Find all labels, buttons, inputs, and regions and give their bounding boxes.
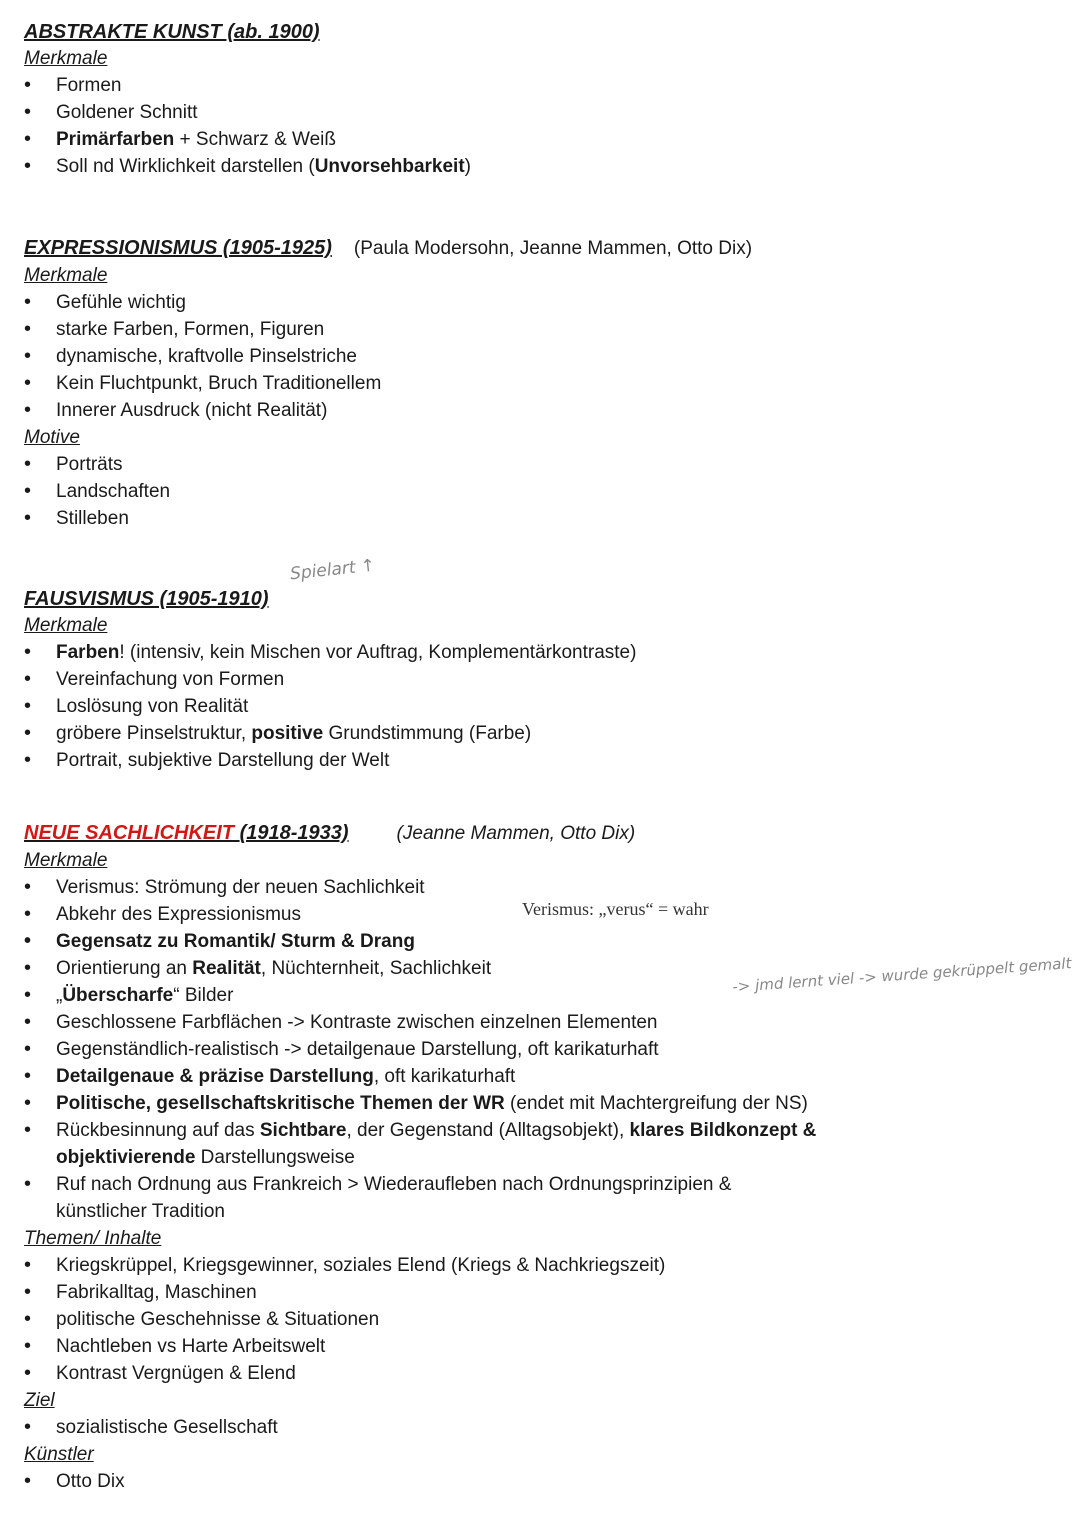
list-item: • „Überscharfe“ Bilder: [24, 982, 886, 1009]
subheading-motive: Motive: [24, 427, 80, 448]
subheading-merkmale: Merkmale: [24, 265, 108, 286]
list-item: • Politische, gesellschaftskritische Themen der WR (endet mit Machtergreifung der NS): [24, 1090, 886, 1117]
list-item: • Primärfarben + Schwarz & Weiß: [24, 126, 471, 153]
subheading-merkmale: Merkmale: [24, 615, 108, 636]
kuenstler-list: [24, 1468, 886, 1495]
section-neue-sachlichkeit: [24, 820, 886, 1495]
merkmale-list: [24, 874, 886, 1225]
list-item: • Abkehr des Expressionismus: [24, 901, 886, 928]
subheading-ziel: Ziel: [24, 1390, 55, 1411]
list-item: • Fabrikalltag, Maschinen: [24, 1279, 886, 1306]
subheading-merkmale: Merkmale: [24, 48, 108, 69]
handwritten-note-gekrueppelt: -> jmd lernt viel -> wurde gekrüppelt gemalt: [731, 954, 1072, 996]
subheading-kuenstler: Künstler: [24, 1444, 94, 1465]
list-item: • Kontrast Vergnügen & Elend: [24, 1360, 886, 1387]
merkmale-list: [24, 72, 471, 180]
list-item: • Stilleben: [24, 505, 752, 532]
verismus-note: Verismus: „verus“ = wahr: [522, 899, 709, 919]
section-abstrakte-kunst: [24, 19, 471, 180]
list-item: • Verismus: Strömung der neuen Sachlichkeit: [24, 874, 886, 901]
subheading-merkmale: Merkmale: [24, 850, 108, 871]
list-item: • Kriegskrüppel, Kriegsgewinner, soziales Elend (Kriegs & Nachkriegszeit): [24, 1252, 886, 1279]
list-item: • Geschlossene Farbflächen -> Kontraste zwischen einzelnen Elementen: [24, 1009, 886, 1036]
list-item: • Gegensatz zu Romantik/ Sturm & Drang: [24, 928, 886, 955]
section-fauvismus: [24, 586, 636, 774]
motive-list: [24, 451, 752, 532]
section-title: EXPRESSIONISMUS (1905-1925): [24, 237, 332, 259]
list-item: • Innerer Ausdruck (nicht Realität): [24, 397, 752, 424]
section-expressionismus: [24, 235, 752, 532]
list-item: • Rückbesinnung auf das Sichtbare, der Gegenstand (Alltagsobjekt), klares Bildkonzept & objektivierende Darstellungsweise: [24, 1117, 886, 1171]
merkmale-list: [24, 289, 752, 424]
list-item: • Landschaften: [24, 478, 752, 505]
list-item: • Orientierung an Realität, Nüchternheit, Sachlichkeit: [24, 955, 886, 982]
list-item: • Detailgenaue & präzise Darstellung, oft karikaturhaft: [24, 1063, 886, 1090]
section-title: ABSTRAKTE KUNST (ab. 1900): [24, 21, 320, 43]
list-item: • Nachtleben vs Harte Arbeitswelt: [24, 1333, 886, 1360]
merkmale-list: [24, 639, 636, 774]
handwritten-note-spielart: Spielart ↑: [289, 555, 377, 585]
artists-note: (Paula Modersohn, Jeanne Mammen, Otto Dix): [353, 238, 753, 259]
list-item: • Goldener Schnitt: [24, 99, 471, 126]
list-item: • Porträts: [24, 451, 752, 478]
list-item: • dynamische, kraftvolle Pinselstriche: [24, 343, 752, 370]
ziel-list: [24, 1414, 886, 1441]
section-title: NEUE SACHLICHKEIT (1918-1933): [24, 822, 349, 844]
list-item: • Formen: [24, 72, 471, 99]
list-item: • Farben! (intensiv, kein Mischen vor Auftrag, Komplementärkontraste): [24, 639, 636, 666]
list-item: • starke Farben, Formen, Figuren: [24, 316, 752, 343]
list-item: • gröbere Pinselstruktur, positive Grundstimmung (Farbe): [24, 720, 636, 747]
list-item: • Kein Fluchtpunkt, Bruch Traditionellem: [24, 370, 752, 397]
list-item: • Gegenständlich-realistisch -> detailgenaue Darstellung, oft karikaturhaft: [24, 1036, 886, 1063]
list-item: • Loslösung von Realität: [24, 693, 636, 720]
subheading-themen: Themen/ Inhalte: [24, 1228, 162, 1249]
artists-note: (Jeanne Mammen, Otto Dix): [396, 823, 636, 844]
list-item: • politische Geschehnisse & Situationen: [24, 1306, 886, 1333]
list-item: • Otto Dix: [24, 1468, 886, 1495]
list-item: • Portrait, subjektive Darstellung der Welt: [24, 747, 636, 774]
themen-list: [24, 1252, 886, 1387]
list-item: • Soll nd Wirklichkeit darstellen (Unvorsehbarkeit): [24, 153, 471, 180]
list-item: • Gefühle wichtig: [24, 289, 752, 316]
section-title: FAUSVISMUS (1905-1910): [24, 588, 269, 610]
list-item: • sozialistische Gesellschaft: [24, 1414, 886, 1441]
list-item: • Ruf nach Ordnung aus Frankreich > Wiederaufleben nach Ordnungsprinzipien & künstlicher Tradition: [24, 1171, 886, 1225]
list-item: • Vereinfachung von Formen: [24, 666, 636, 693]
